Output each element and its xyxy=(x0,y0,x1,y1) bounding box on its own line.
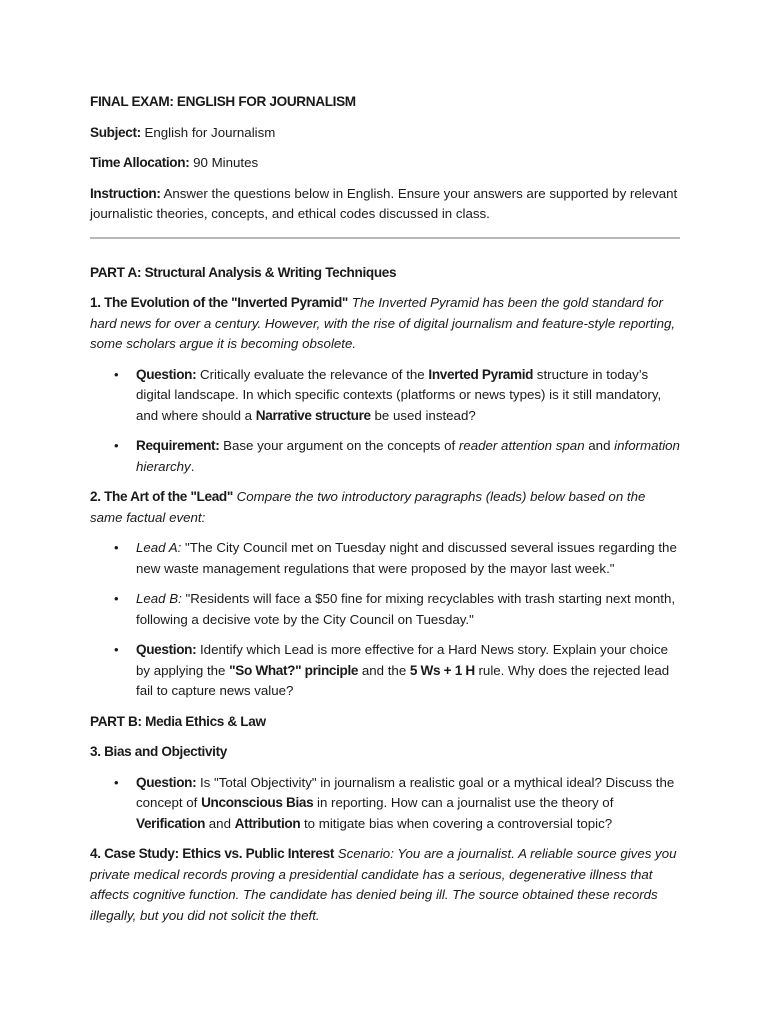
question-3-heading: 3. Bias and Objectivity xyxy=(90,744,228,759)
requirement-text: . xyxy=(190,458,195,474)
lead-b-label: Lead B: xyxy=(136,591,182,606)
question-text: Critically evaluate the relevance of the xyxy=(196,366,429,382)
subject-line xyxy=(90,123,680,144)
key-concept: information hierarchy xyxy=(136,438,680,474)
question-2-list xyxy=(90,538,680,702)
key-term: Unconscious Bias xyxy=(201,795,314,810)
question-text: structure in today’s digital landscape. In which specific contexts (platforms or news types) is it still mandatory, and where should a xyxy=(136,366,662,423)
question-label: Question: xyxy=(136,642,197,657)
question-text: in reporting. How can a journalist use the theory of xyxy=(313,795,614,810)
question-1-context: The Inverted Pyramid has been the gold standard for hard news for over a century. However, with the rise of digital journalism and feature-style reporting, some scholars argue it is becoming obsolete. xyxy=(90,295,676,351)
question-label: Question: xyxy=(136,366,197,382)
question-3-list xyxy=(90,773,680,835)
time-allocation-value: 90 Minutes xyxy=(189,155,259,170)
question-4-heading: 4. Case Study: Ethics vs. Public Interest xyxy=(90,846,335,861)
list-item xyxy=(90,640,680,702)
bullet-icon: • xyxy=(114,642,119,657)
bullet-icon: • xyxy=(114,366,119,382)
question-text: Is "Total Objectivity" in journalism a realistic goal or a mythical ideal? Discuss the concept of xyxy=(136,774,675,810)
question-1-intro xyxy=(90,293,680,355)
key-term: Attribution xyxy=(234,815,301,831)
key-term: Inverted Pyramid xyxy=(428,366,534,382)
bullet-icon: • xyxy=(114,774,119,790)
key-term: Verification xyxy=(136,815,206,831)
time-allocation-line xyxy=(90,153,680,174)
question-text: to mitigate bias when covering a controversial topic? xyxy=(300,815,613,831)
question-2-heading: 2. The Art of the "Lead" xyxy=(90,489,233,504)
list-item xyxy=(90,773,680,835)
instruction-text: Answer the questions below in English. Ensure your answers are supported by relevant journalistic theories, concepts, and ethical codes discussed in class. xyxy=(90,185,678,221)
requirement-text: Base your argument on the concepts of xyxy=(219,438,459,453)
lead-b-text: "Residents will face a $50 fine for mixing recyclables with trash starting next month, following a decisive vote by the City Council on Tuesday." xyxy=(136,591,676,627)
instruction-label: Instruction: xyxy=(90,185,161,201)
key-term: "So What?" principle xyxy=(229,662,359,678)
bullet-icon: • xyxy=(114,591,119,606)
subject-label: Subject: xyxy=(90,124,141,140)
question-text: and the xyxy=(358,662,410,678)
question-1-list xyxy=(90,365,680,478)
key-term: Narrative structure xyxy=(255,407,371,423)
requirement-label: Requirement: xyxy=(136,438,220,453)
requirement-text: and xyxy=(584,438,615,453)
question-4-intro xyxy=(90,844,680,926)
lead-a-label: Lead A: xyxy=(136,540,182,555)
bullet-icon: • xyxy=(114,438,119,453)
question-label: Question: xyxy=(136,774,197,790)
time-allocation-label: Time Allocation: xyxy=(90,155,190,170)
question-text: be used instead? xyxy=(370,407,476,423)
exam-title: FINAL EXAM: ENGLISH FOR JOURNALISM xyxy=(90,94,356,109)
part-a-title: PART A: Structural Analysis & Writing Techniques xyxy=(90,264,397,280)
list-item xyxy=(90,365,680,427)
question-2-context: Compare the two introductory paragraphs (leads) below based on the same factual event: xyxy=(90,489,646,525)
question-text: rule. Why does the rejected lead fail to capture news value? xyxy=(136,662,670,698)
key-term: 5 Ws + 1 H xyxy=(409,662,475,678)
question-text: Identify which Lead is more effective for a Hard News story. Explain your choice by applying the xyxy=(136,642,669,678)
exam-document xyxy=(90,92,680,926)
question-1-heading: 1. The Evolution of the "Inverted Pyramid" xyxy=(90,295,349,310)
list-item xyxy=(90,538,680,579)
subject-value: English for Journalism xyxy=(140,124,276,140)
section-divider xyxy=(90,237,680,239)
part-b-title: PART B: Media Ethics & Law xyxy=(90,713,266,729)
bullet-icon: • xyxy=(114,540,119,555)
question-2-intro xyxy=(90,487,680,528)
list-item xyxy=(90,436,680,477)
list-item xyxy=(90,589,680,630)
question-text: and xyxy=(205,815,235,831)
key-concept: reader attention span xyxy=(458,438,585,453)
lead-a-text: "The City Council met on Tuesday night and discussed several issues regarding the new waste management regulations that were proposed by the mayor last week." xyxy=(136,540,677,576)
instruction-paragraph xyxy=(90,184,680,225)
question-4-scenario: Scenario: You are a journalist. A reliable source gives you private medical records proving a presidential candidate has a serious, degenerative illness that affects cognitive function. The candidate has denied being ill. The source obtained these records illegally, but you did not solicit the theft. xyxy=(90,846,677,923)
